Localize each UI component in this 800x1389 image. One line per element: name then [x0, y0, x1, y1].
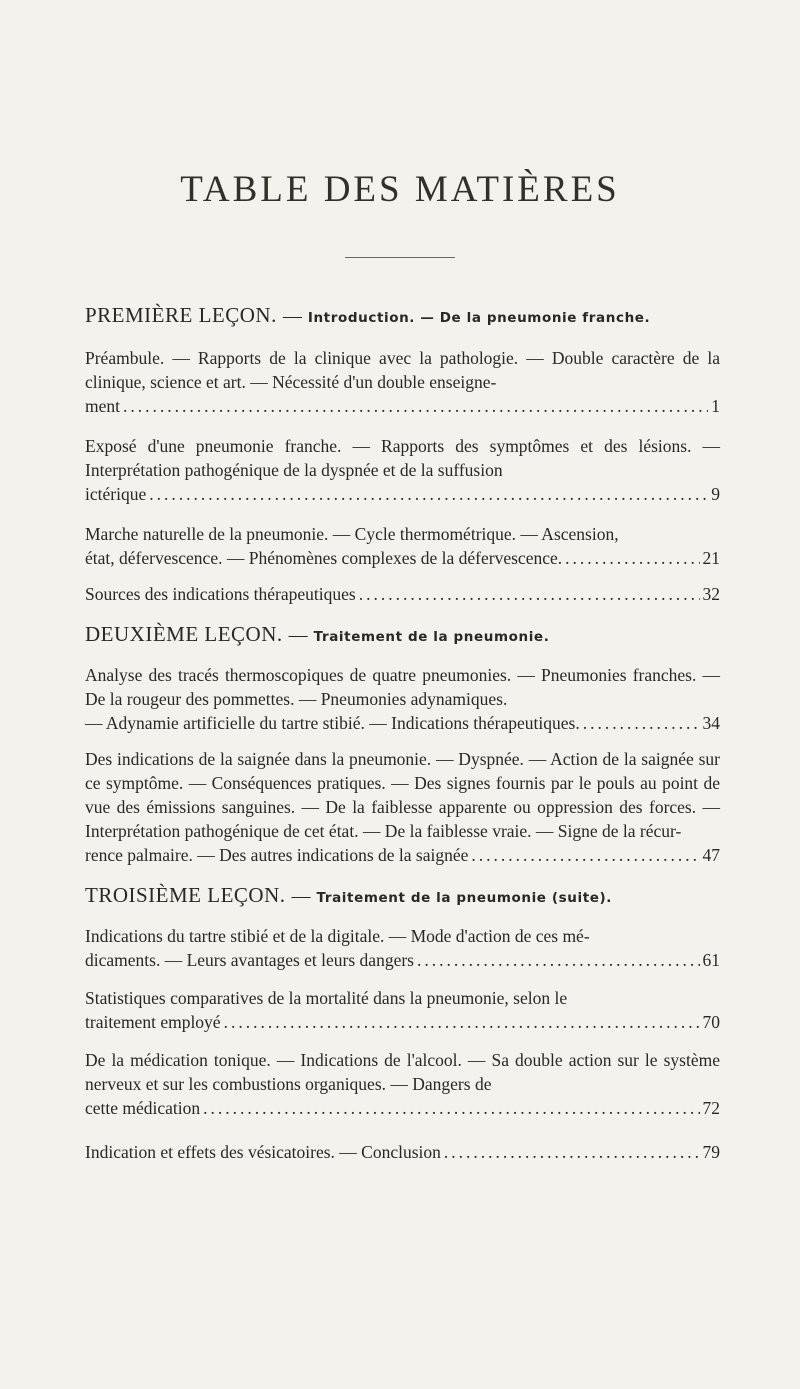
lesson-dash: — [282, 306, 302, 327]
toc-entry-last-line [85, 582, 720, 606]
page-number: 47 [702, 845, 720, 865]
toc-entry-last-text: — Adynamie artificielle du tartre stibié. — Indications thérapeutiques. [85, 713, 580, 733]
toc-entry [85, 1140, 720, 1164]
toc-entry [85, 522, 720, 570]
toc-entry-last-text: Indication et effets des vésicatoires. — Conclusion [85, 1142, 441, 1162]
dot-leader [359, 582, 700, 606]
title-rule [345, 257, 455, 258]
toc-entry-last-line [85, 394, 720, 418]
page-number: 21 [702, 548, 720, 568]
toc-entry-last-text: cette médication [85, 1098, 201, 1118]
lesson-subtitle: Traitement de la pneumonie (suite). [316, 890, 613, 906]
dot-leader [149, 482, 708, 506]
toc-entry-last-text: état, défervescence. — Phénomènes complexes de la défervescence. [85, 548, 563, 568]
toc-entry [85, 663, 720, 735]
dot-leader [417, 948, 700, 972]
toc-entry-text: Préambule. — Rapports de la clinique avec la pathologie. — Double caractère de la clinique, science et art. — Nécessité d'un double enseigne- [85, 348, 720, 392]
dot-leader [444, 1140, 700, 1164]
toc-entry-last-text: traitement employé [85, 1012, 221, 1032]
lesson-heading [85, 622, 720, 649]
page-number: 79 [702, 1142, 720, 1162]
toc-entry-last-line [85, 711, 720, 735]
lesson-heading [85, 303, 720, 330]
toc-entry-text: Analyse des tracés thermoscopiques de quatre pneumonies. — Pneumonies franches. — De la rougeur des pommettes. — Pneumonies adynamiques. [85, 665, 720, 709]
page-number: 70 [702, 1012, 720, 1032]
page-number: 1 [711, 396, 720, 416]
toc-entry-text: De la médication tonique. — Indications de l'alcool. — Sa double action sur le système nerveux et sur les combustions organiques. — Dangers de [85, 1050, 720, 1094]
toc-entry-last-text: dicaments. — Leurs avantages et leurs dangers [85, 950, 414, 970]
toc-entry [85, 986, 720, 1034]
toc-entry-last-line [85, 1096, 720, 1120]
page-number: 72 [702, 1098, 720, 1118]
toc-entry-last-line [85, 546, 720, 570]
lesson-number: PREMIÈRE LEÇON. [85, 303, 277, 327]
page-number: 9 [711, 484, 720, 504]
lesson-heading [85, 883, 720, 910]
toc-entry-last-text: ment [85, 396, 120, 416]
lesson-dash: — [291, 886, 311, 907]
toc-entry-last-text: ictérique [85, 484, 147, 504]
lesson-subtitle: Introduction. — De la pneumonie franche. [307, 310, 651, 326]
toc-entry-text: Statistiques comparatives de la mortalité dans la pneumonie, selon le [85, 988, 568, 1008]
toc-entry-last-line [85, 482, 720, 506]
toc-entry-text: Marche naturelle de la pneumonie. — Cycle thermométrique. — Ascension, [85, 524, 619, 544]
toc-entry-last-line [85, 1010, 720, 1034]
dot-leader [583, 711, 700, 735]
toc-entry-text: Exposé d'une pneumonie franche. — Rapports des symptômes et des lésions. — Interprétation pathogénique de la dyspnée et de la suffusion [85, 436, 720, 480]
toc-entry [85, 1048, 720, 1120]
toc-entry [85, 434, 720, 506]
dot-leader [565, 546, 699, 570]
toc-entry-text: Indications du tartre stibié et de la digitale. — Mode d'action de ces mé- [85, 926, 590, 946]
toc-entry [85, 346, 720, 418]
dot-leader [123, 394, 708, 418]
lesson-dash: — [288, 625, 308, 646]
page-number: 32 [702, 584, 720, 604]
toc-entry-last-line [85, 948, 720, 972]
toc-entry-last-text: rence palmaire. — Des autres indications de la saignée [85, 845, 469, 865]
dot-leader [471, 843, 699, 867]
dot-leader [224, 1010, 700, 1034]
toc-entry-last-line [85, 1140, 720, 1164]
lesson-number: DEUXIÈME LEÇON. [85, 622, 283, 646]
toc-entry-text: Des indications de la saignée dans la pneumonie. — Dyspnée. — Action de la saignée sur ce symptôme. — Conséquences pratiques. — Des signes fournis par le pouls au point de vue des émissions sanguines. — De la faiblesse apparente ou oppression des forces. — Interprétation pathogénique de cet état. — De la faiblesse vraie. — Signe de la récur- [85, 749, 720, 841]
toc-entry-last-line [85, 843, 720, 867]
lesson-subtitle: Traitement de la pneumonie. [313, 629, 550, 645]
toc-entry-last-text: Sources des indications thérapeutiques [85, 584, 356, 604]
dot-leader [203, 1096, 699, 1120]
toc-entry [85, 924, 720, 972]
table-of-contents [85, 303, 720, 1164]
toc-entry [85, 747, 720, 867]
lesson-number: TROISIÈME LEÇON. [85, 883, 286, 907]
toc-entry [85, 582, 720, 606]
page-title: TABLE DES MATIÈRES [180, 169, 620, 210]
page-number: 61 [702, 950, 720, 970]
page-number: 34 [702, 713, 720, 733]
